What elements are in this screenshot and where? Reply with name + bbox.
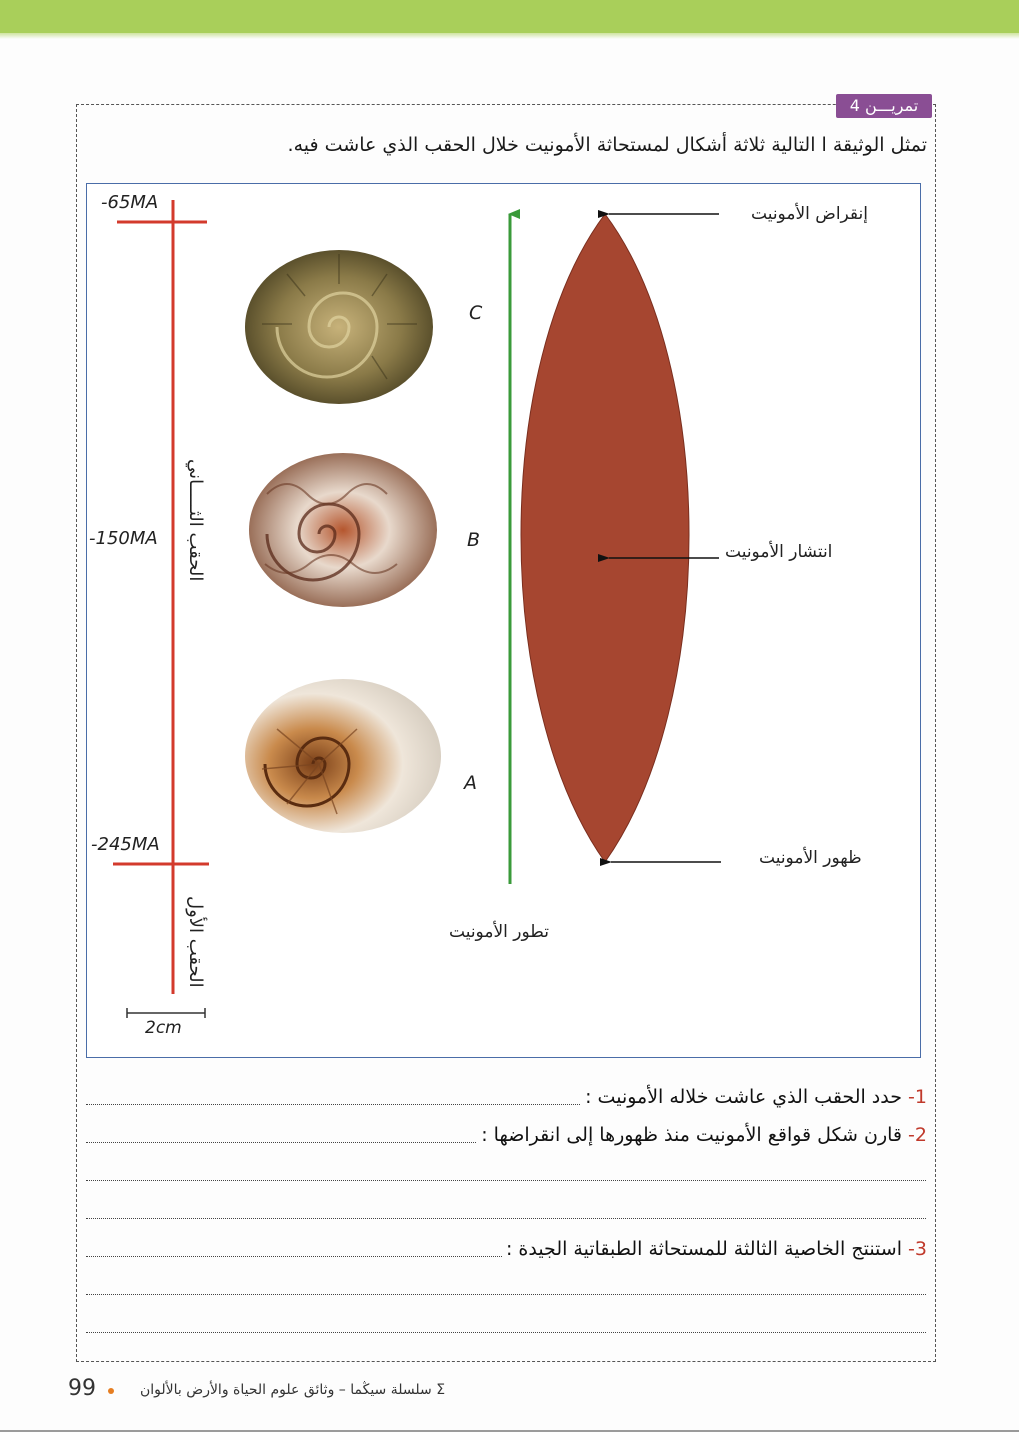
era-first-label: الحقب الأول: [185, 896, 206, 988]
top-color-band: [0, 0, 1019, 33]
evolution-label: تطور الأمونيت: [449, 922, 549, 942]
bottom-rule: [0, 1430, 1019, 1432]
label-150ma: -150MA: [89, 528, 158, 549]
era-second-label: الحقب الثـــــاني: [185, 459, 206, 582]
exercise-intro: تمثل الوثيقة ا التالية ثلاثة أشكال لمستحاثة الأمونيت خلال الحقب الذي عاشت فيه.: [287, 134, 927, 156]
document-figure: [86, 183, 921, 1058]
fossil-c-label: C: [469, 302, 483, 324]
answer-line-3b[interactable]: [86, 1294, 926, 1295]
question-1-text: حدد الحقب الذي عاشت خلاله الأمونيت :: [585, 1086, 902, 1108]
question-3-number: 3-: [908, 1238, 927, 1260]
question-3: [502, 1238, 927, 1260]
fossil-b-image: [249, 453, 437, 607]
fossil-a-image: [245, 679, 441, 833]
label-appearance: ظهور الأمونيت: [759, 848, 862, 868]
label-extinction: إنقراض الأمونيت: [751, 204, 868, 224]
fossil-c-image: [245, 250, 433, 404]
fossil-b-label: B: [467, 529, 481, 551]
footer-bullet: [108, 1388, 114, 1394]
question-1-number: 1-: [908, 1086, 927, 1108]
answer-line-3c[interactable]: [86, 1332, 926, 1333]
exercise-tag: تمريـــن 4: [836, 94, 932, 118]
series-title: Σ سلسلة سيڭما – وثائق علوم الحياة والأرض بالألوان: [140, 1382, 446, 1398]
page-number: 99: [68, 1376, 96, 1401]
question-2-text: قارن شكل قواقع الأمونيت منذ ظهورها إلى انقراضها :: [481, 1124, 902, 1146]
answer-line-2c[interactable]: [86, 1218, 926, 1219]
question-3-text: استنتج الخاصية الثالثة للمستحاثة الطبقاتية الجيدة :: [505, 1238, 902, 1260]
scale-label: 2cm: [145, 1018, 182, 1038]
label-245ma: -245MA: [91, 834, 160, 855]
fossil-a-label: A: [464, 772, 477, 794]
question-2-number: 2-: [908, 1124, 927, 1146]
label-spread: انتشار الأمونيت: [725, 542, 833, 562]
question-1: [581, 1086, 927, 1108]
question-2: [477, 1124, 927, 1146]
answer-line-2b[interactable]: [86, 1180, 926, 1181]
label-65ma: -65MA: [101, 192, 159, 213]
ammonite-spindle: [521, 214, 689, 862]
